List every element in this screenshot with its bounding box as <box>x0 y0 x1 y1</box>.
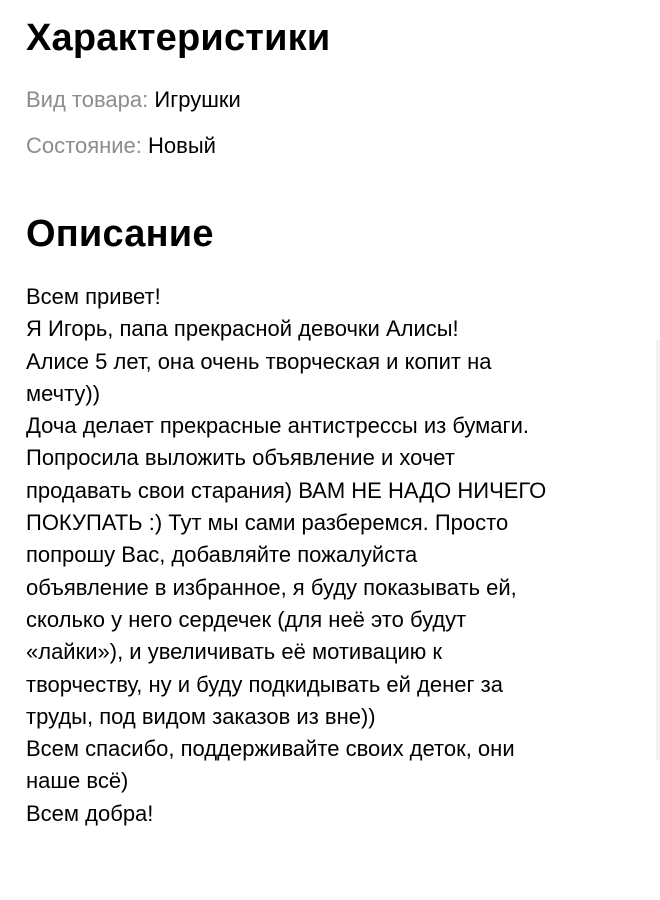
characteristic-row-kind <box>26 86 241 114</box>
description-line: «лайки»), и увеличивать её мотивацию к <box>26 639 442 665</box>
characteristics-title: Характеристики <box>26 17 331 59</box>
description-line: попрошу Вас, добавляйте пожалуйста <box>26 542 418 568</box>
description-line: мечту)) <box>26 380 101 406</box>
description-line: Всем привет! <box>26 284 161 309</box>
description-line: Всем добра! <box>26 800 154 826</box>
description-line: Попросила выложить объявление и хочет <box>26 445 455 471</box>
description-line: сколько у него сердечек (для неё это будут <box>26 606 467 632</box>
description-line: Всем спасибо, поддерживайте своих деток, они <box>26 736 515 762</box>
description-text <box>26 281 638 830</box>
description-line: объявление в избранное, я буду показывать ей, <box>26 574 517 600</box>
description-line: продавать свои старания) ВАМ НЕ НАДО НИЧЕГО <box>26 477 547 503</box>
description-line: Алисе 5 лет, она очень творческая и копит на <box>26 348 492 374</box>
description-line: Доча делает прекрасные антистрессы из бумаги. <box>26 413 529 439</box>
characteristic-value: Новый <box>148 133 216 158</box>
scrollbar-track[interactable] <box>656 340 660 760</box>
description-line: творчеству, ну и буду подкидывать ей денег за <box>26 671 503 697</box>
description-title: Описание <box>26 213 214 255</box>
characteristic-row-condition <box>26 132 216 160</box>
description-line: наше всё) <box>26 768 129 794</box>
characteristic-value: Игрушки <box>154 87 241 112</box>
description-line: Я Игорь, папа прекрасной девочки Алисы! <box>26 316 459 342</box>
description-line: труды, под видом заказов из вне)) <box>26 703 376 729</box>
characteristic-label: Состояние: <box>26 133 142 158</box>
characteristic-label: Вид товара: <box>26 87 149 112</box>
description-line: ПОКУПАТЬ :) Тут мы сами разберемся. Просто <box>26 510 509 536</box>
